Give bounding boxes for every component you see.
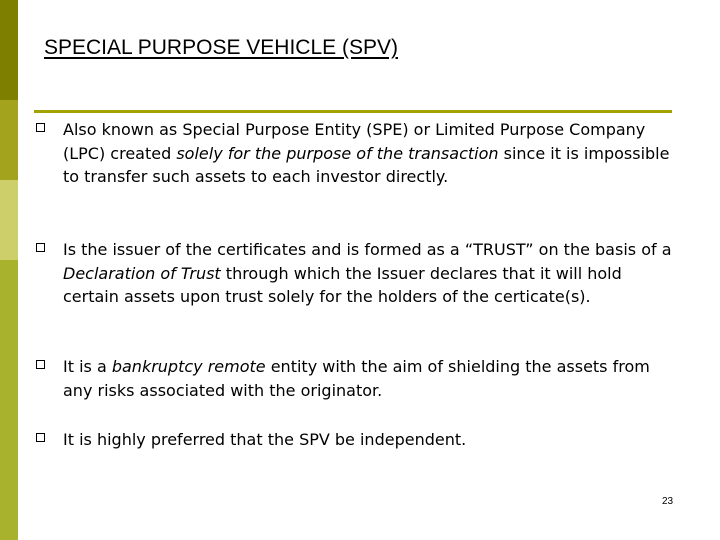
bullet-text — [63, 238, 673, 309]
title-divider — [34, 110, 672, 113]
bullet-text-italic: Declaration of Trust — [63, 263, 221, 283]
bullet-text-part: Also known as Special Purpose Entity (SPE) or Limited Purpose Company (LPC) created — [63, 120, 646, 163]
decorative-side-bar — [0, 0, 18, 540]
square-bullet-icon — [36, 243, 45, 252]
bullet-text-part: entity with the aim of shielding the assets from any risks associated with the originator. — [63, 357, 650, 400]
square-bullet-icon — [36, 360, 45, 369]
bullet-text-part: Is the issuer of the certificates and is formed as a “TRUST” on the basis of a — [63, 240, 672, 259]
square-bullet-icon — [36, 433, 45, 442]
bullet-text-part: It is highly preferred that the SPV be independent. — [63, 430, 467, 449]
side-bar-segment-mid — [0, 100, 18, 180]
bullet-text-part: through which the Issuer declares that it will hold certain assets upon trust solely for the holders of the certicate(s). — [63, 263, 622, 306]
page-number: 23 — [662, 496, 674, 507]
bullet-text-italic: bankruptcy remote — [111, 357, 266, 376]
bullet-text — [63, 428, 673, 452]
side-bar-segment-light — [0, 180, 18, 260]
bullet-text-part: since it is impossible to transfer such assets to each investor directly. — [63, 143, 670, 186]
square-bullet-icon — [36, 123, 45, 132]
side-bar-segment-dark — [0, 0, 18, 100]
side-bar-segment-base — [0, 260, 18, 540]
bullet-text-italic: solely for the purpose of the transaction — [176, 143, 499, 163]
bullet-text — [63, 118, 673, 189]
bullet-text — [63, 355, 673, 402]
bullet-text-part: It is a — [63, 357, 112, 376]
slide-title: SPECIAL PURPOSE VEHICLE (SPV) — [44, 36, 398, 59]
